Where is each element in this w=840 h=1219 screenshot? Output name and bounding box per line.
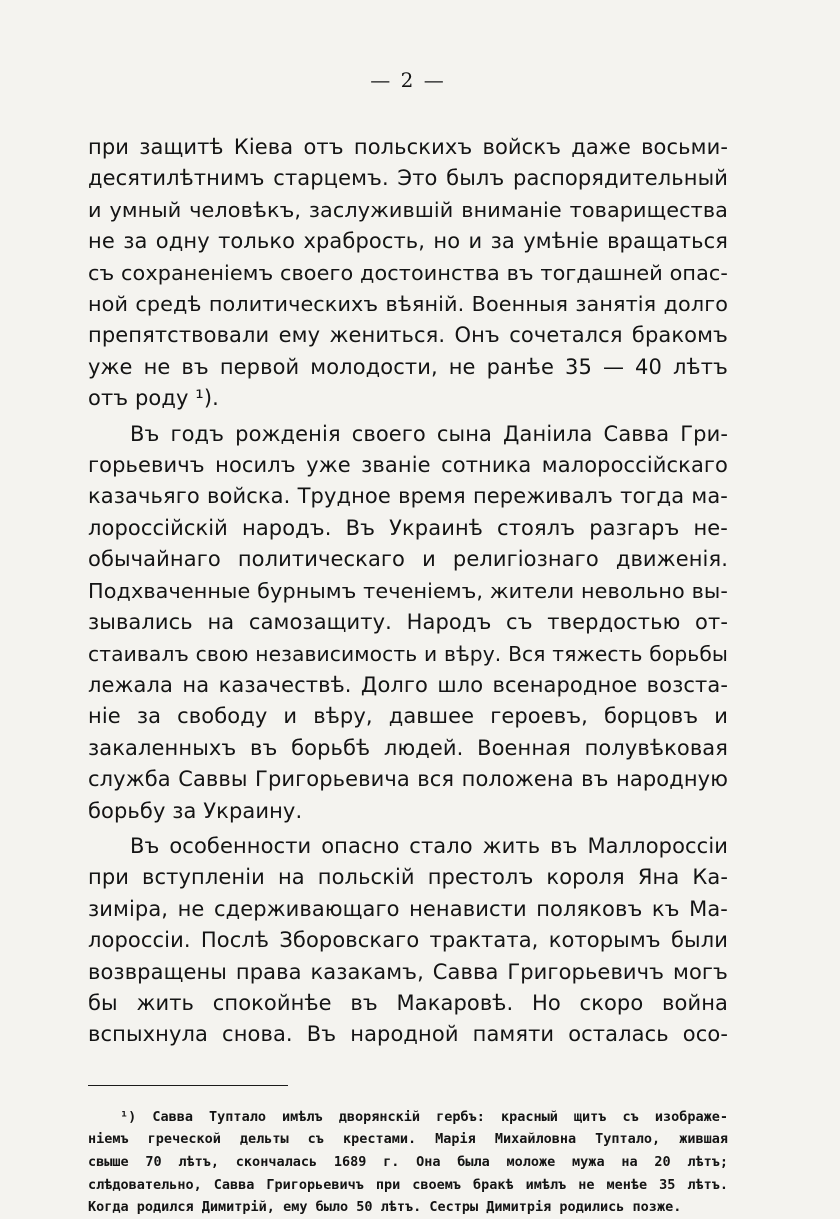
text-line: и умный человѣкъ, заслужившій вниманіе товарищества	[88, 197, 728, 222]
text-line: вспыхнула снова. Въ народной памяти осталась осо-	[88, 1022, 728, 1047]
text-line: обычайнаго политическаго и религіознаго движенія.	[88, 547, 728, 572]
text-line: отъ роду ¹).	[88, 386, 219, 411]
footnote-line: свыше 70 лѣтъ, скончалась 1689 г. Она была моложе мужа на 20 лѣтъ;	[88, 1153, 728, 1170]
text-line: горьевичъ носилъ уже званіе сотника малороссійскаго	[88, 453, 728, 478]
text-line: препятствовали ему жениться. Онъ сочетался бракомъ	[88, 323, 728, 348]
main-text	[88, 132, 728, 1051]
footnote-divider	[88, 1085, 288, 1086]
paragraph-2	[88, 419, 728, 827]
text-line: борьбу за Украину.	[88, 798, 303, 823]
text-line: лежала на казачествѣ. Долго шло всенародное возста-	[88, 672, 728, 697]
paragraph-1	[88, 132, 728, 415]
footnote-line: Когда родился Димитрій, ему было 50 лѣтъ. Сестры Димитрія родились позже.	[88, 1199, 682, 1216]
text-line: Въ особенности опасно стало жить въ Маллороссіи	[130, 833, 728, 858]
text-line: закаленныхъ въ борьбѣ людей. Военная полувѣковая	[88, 735, 728, 760]
text-line: ной средѣ политическихъ вѣяній. Военныя занятія долго	[88, 292, 728, 317]
footnote	[88, 1106, 728, 1219]
text-line: при вступленіи на польскій престолъ короля Яна Ка-	[88, 865, 728, 890]
text-line: при защитѣ Кіева отъ польскихъ войскъ даже восьми-	[88, 135, 728, 159]
text-line: бы жить спокойнѣе въ Макаровѣ. Но скоро война	[88, 990, 728, 1015]
text-line: возвращены права казакамъ, Савва Григорьевичъ могъ	[88, 959, 728, 984]
page-number: — 2 —	[370, 68, 446, 92]
text-line: стаивалъ свою независимость и вѣру. Вся тяжесть борьбы	[88, 641, 728, 666]
text-line: зиміра, не сдерживающаго ненависти поляковъ къ Ма-	[88, 896, 728, 921]
text-line: Въ годъ рожденія своего сына Даніила Савва Гри-	[130, 421, 728, 446]
text-line: Подхваченные бурнымъ теченіемъ, жители невольно вы-	[88, 578, 728, 603]
text-line: десятилѣтнимъ старцемъ. Это былъ распорядительный	[88, 166, 728, 191]
text-line: уже не въ первой молодости, не ранѣе 35 — 40 лѣтъ	[88, 354, 728, 379]
footnote-line: ¹) Савва Туптало имѣлъ дворянскій гербъ: красный щитъ съ изображе-	[120, 1108, 728, 1125]
paragraph-3	[88, 831, 728, 1051]
text-line: служба Саввы Григорьевича вся положена въ народную	[88, 767, 728, 792]
text-line: съ сохраненіемъ своего достоинства въ тогдашней опас-	[88, 260, 728, 285]
footnote-line: ніемъ греческой дельты съ крестами. Марія Михайловна Туптало, жившая	[88, 1131, 728, 1148]
text-line: не за одну только храбрость, но и за умѣніе вращаться	[88, 229, 728, 254]
text-line: лороссійскій народъ. Въ Украинѣ стоялъ разгаръ не-	[88, 515, 728, 540]
text-line: лороссіи. Послѣ Зборовскаго трактата, которымъ были	[88, 928, 728, 953]
footnote-line: слѣдовательно, Савва Григорьевичъ при своемъ бракѣ имѣлъ не менѣе 35 лѣтъ.	[88, 1176, 728, 1193]
text-line: казачьяго войска. Трудное время переживалъ тогда ма-	[88, 484, 728, 509]
text-line: зывались на самозащиту. Народъ съ твердостью от-	[88, 610, 728, 635]
text-line: ніе за свободу и вѣру, давшее героевъ, борцовъ и	[88, 704, 728, 729]
